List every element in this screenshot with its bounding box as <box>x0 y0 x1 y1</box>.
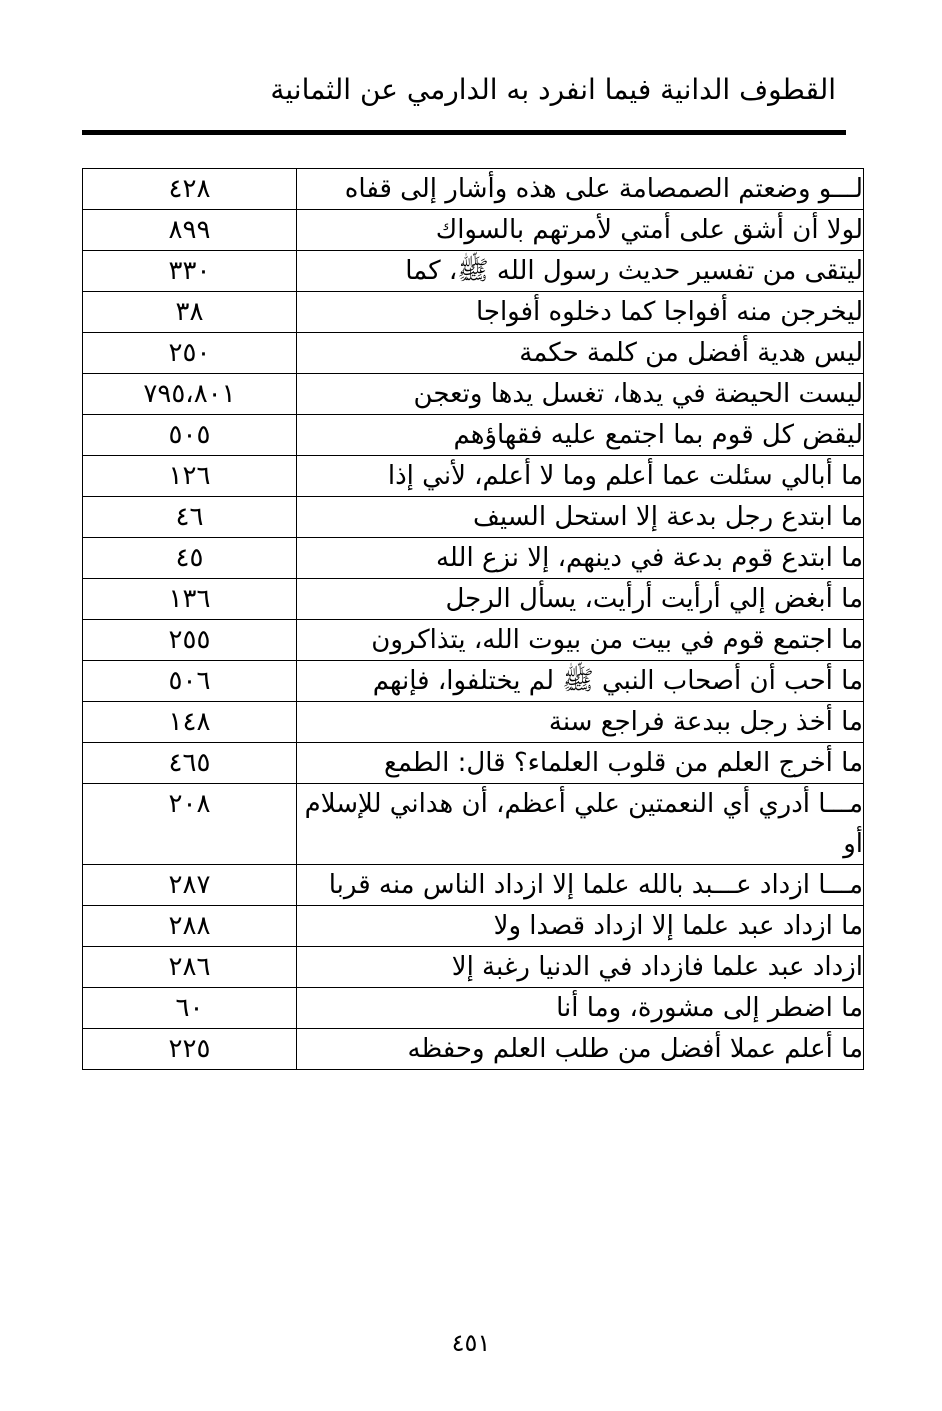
page-reference-cell: ٢٥٠ <box>83 333 297 374</box>
hadith-phrase-cell: ازداد عبد علما فازداد في الدنيا رغبة إلا <box>297 947 864 988</box>
hadith-phrase-cell: لـــو وضعتم الصمصامة على هذه وأشار إلى قفاه <box>297 169 864 210</box>
table-row <box>83 538 864 579</box>
hadith-phrase-cell: ما اضطر إلى مشورة، وما أنا <box>297 988 864 1029</box>
page-reference-cell: ٦٠ <box>83 988 297 1029</box>
table-row <box>83 169 864 210</box>
page-reference-cell: ٤٢٨ <box>83 169 297 210</box>
page-reference-cell: ٥٠٦ <box>83 661 297 702</box>
hadith-phrase-cell: ما اجتمع قوم في بيت من بيوت الله، يتذاكرون <box>297 620 864 661</box>
table-row <box>83 251 864 292</box>
hadith-phrase-cell: ليخرجن منه أفواجا كما دخلوه أفواجا <box>297 292 864 333</box>
hadith-phrase-cell: ليتقى من تفسير حديث رسول الله ﷺ، كما <box>297 251 864 292</box>
table-row <box>83 620 864 661</box>
hadith-phrase-cell: ما أبالي سئلت عما أعلم وما لا أعلم، لأني إذا <box>297 456 864 497</box>
page-reference-cell: ١٣٦ <box>83 579 297 620</box>
table-row <box>83 292 864 333</box>
index-table <box>82 168 864 1070</box>
page-reference-cell: ٣٨ <box>83 292 297 333</box>
hadith-phrase-cell: مـــا ازداد عـــبد بالله علما إلا ازداد الناس منه قربا <box>297 865 864 906</box>
running-header-title: القطوف الدانية فيما انفرد به الدارمي عن الثمانية <box>270 73 836 106</box>
page-reference-cell: ٤٦٥ <box>83 743 297 784</box>
hadith-phrase-cell: مـــا أدري أي النعمتين علي أعظم، أن هداني للإسلام أو <box>297 784 864 865</box>
hadith-phrase-cell: ما أخذ رجل ببدعة فراجع سنة <box>297 702 864 743</box>
hadith-phrase-cell: ليقض كل قوم بما اجتمع عليه فقهاؤهم <box>297 415 864 456</box>
hadith-phrase-cell: ما أعلم عملا أفضل من طلب العلم وحفظه <box>297 1029 864 1070</box>
table-row <box>83 333 864 374</box>
hadith-phrase-cell: ما أخرج العلم من قلوب العلماء؟ قال: الطمع <box>297 743 864 784</box>
page-reference-cell: ٧٩٥،٨٠١ <box>83 374 297 415</box>
index-table-body <box>83 169 864 1070</box>
hadith-phrase-cell: لولا أن أشق على أمتي لأمرتهم بالسواك <box>297 210 864 251</box>
table-row <box>83 865 864 906</box>
page-reference-cell: ٢٨٨ <box>83 906 297 947</box>
page-reference-cell: ٢٨٧ <box>83 865 297 906</box>
page-reference-cell: ٢٠٨ <box>83 784 297 865</box>
table-row <box>83 579 864 620</box>
table-row <box>83 497 864 538</box>
page-reference-cell: ٥٠٥ <box>83 415 297 456</box>
page-reference-cell: ٢٥٥ <box>83 620 297 661</box>
hadith-phrase-cell: ما ابتدع رجل بدعة إلا استحل السيف <box>297 497 864 538</box>
page-reference-cell: ٢٨٦ <box>83 947 297 988</box>
page-reference-cell: ٣٣٠ <box>83 251 297 292</box>
page-number: ٤٥١ <box>451 1329 491 1357</box>
page-reference-cell: ٤٦ <box>83 497 297 538</box>
table-row <box>83 906 864 947</box>
hadith-phrase-cell: ما ازداد عبد علما إلا ازداد قصدا ولا <box>297 906 864 947</box>
table-row <box>83 743 864 784</box>
table-row <box>83 1029 864 1070</box>
header-rule <box>82 130 846 135</box>
table-row <box>83 988 864 1029</box>
hadith-phrase-cell: ليس هدية أفضل من كلمة حكمة <box>297 333 864 374</box>
table-row <box>83 415 864 456</box>
table-row <box>83 947 864 988</box>
page-reference-cell: ١٢٦ <box>83 456 297 497</box>
table-row <box>83 456 864 497</box>
hadith-phrase-cell: ما ابتدع قوم بدعة في دينهم، إلا نزع الله <box>297 538 864 579</box>
hadith-phrase-cell: ليست الحيضة في يدها، تغسل يدها وتعجن <box>297 374 864 415</box>
hadith-phrase-cell: ما أحب أن أصحاب النبي ﷺ لم يختلفوا، فإنهم <box>297 661 864 702</box>
page-reference-cell: ٤٥ <box>83 538 297 579</box>
table-row <box>83 661 864 702</box>
page-reference-cell: ٨٩٩ <box>83 210 297 251</box>
table-row <box>83 702 864 743</box>
table-row <box>83 784 864 865</box>
page-reference-cell: ٢٢٥ <box>83 1029 297 1070</box>
page-reference-cell: ١٤٨ <box>83 702 297 743</box>
hadith-phrase-cell: ما أبغض إلي أرأيت أرأيت، يسأل الرجل <box>297 579 864 620</box>
table-row <box>83 210 864 251</box>
table-row <box>83 374 864 415</box>
